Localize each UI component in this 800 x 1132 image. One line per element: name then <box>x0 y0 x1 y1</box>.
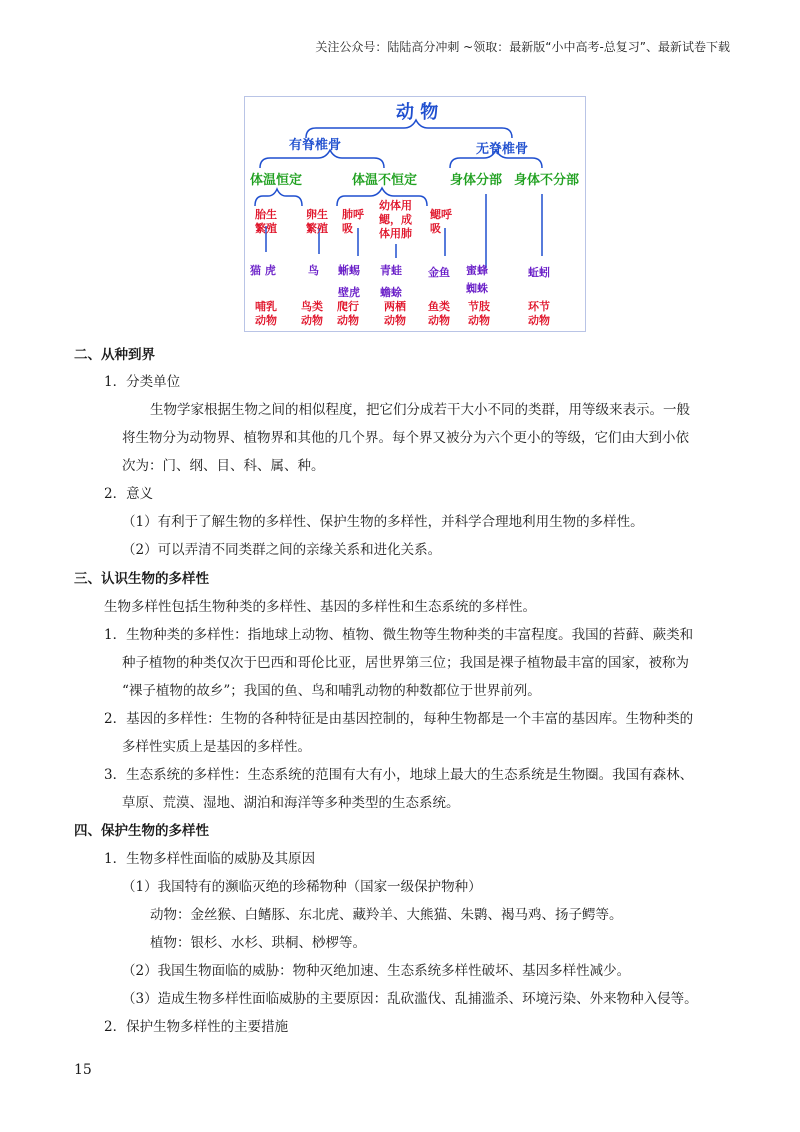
paragraph-line: （2）我国生物面临的威胁：物种灭绝加速、生态系统多样性破坏、基因多样性减少。 <box>122 963 631 979</box>
paragraph-line: （1）有利于了解生物的多样性、保护生物的多样性，并科学合理地利用生物的多样性。 <box>122 514 644 530</box>
svg-text:动物: 动物 <box>384 314 406 327</box>
svg-text:卵生: 卵生 <box>306 208 328 221</box>
svg-text:壁虎: 壁虎 <box>338 286 360 299</box>
svg-text:鳃呼: 鳃呼 <box>430 208 452 221</box>
paragraph-line: 植物：银杉、水杉、珙桐、桫椤等。 <box>150 935 366 951</box>
svg-text:鳃，成: 鳃，成 <box>379 213 412 226</box>
vertebrate-label: 有脊椎骨 <box>289 138 342 153</box>
paragraph-line: 次为：门、纲、目、科、属、种。 <box>122 458 325 474</box>
svg-text:吸: 吸 <box>430 222 441 235</box>
page-number: 15 <box>74 1062 92 1078</box>
svg-text:体用肺: 体用肺 <box>379 227 412 240</box>
paragraph-line: （1）我国特有的濒临灭绝的珍稀物种（国家一级保护物种） <box>122 879 482 895</box>
section-heading: 三、认识生物的多样性 <box>74 571 209 587</box>
subheading: 2．保护生物多样性的主要措施 <box>104 1019 289 1035</box>
section-heading: 四、保护生物的多样性 <box>74 823 209 839</box>
paragraph-line: 多样性实质上是基因的多样性。 <box>122 739 311 755</box>
paragraph-line: 将生物分为动物界、植物界和其他的几个界。每个界又被分为六个更小的等级，它们由大到小依 <box>122 430 689 446</box>
svg-text:动物: 动物 <box>301 314 323 327</box>
svg-text:蜥蜴: 蜥蜴 <box>338 264 360 277</box>
svg-text:鸟: 鸟 <box>308 264 319 277</box>
svg-text:蜘蛛: 蜘蛛 <box>466 282 488 295</box>
svg-text:动物: 动物 <box>255 314 277 327</box>
svg-text:鱼类: 鱼类 <box>428 300 450 313</box>
subheading: 1．分类单位 <box>104 374 181 390</box>
svg-text:动物: 动物 <box>428 314 450 327</box>
svg-text:幼体用: 幼体用 <box>379 199 412 212</box>
svg-text:蟾蜍: 蟾蜍 <box>380 286 402 299</box>
svg-text:猫 虎: 猫 虎 <box>250 264 276 277</box>
page-header: 关注公众号：陆陆高分冲刺 ~领取：最新版“小中高考-总复习”、最新试卷下载 <box>315 40 730 54</box>
paragraph-line: （2）可以弄清不同类群之间的亲缘关系和进化关系。 <box>122 542 442 558</box>
paragraph-line: 2．基因的多样性：生物的各种特征是由基因控制的，每种生物都是一个丰富的基因库。生物种类的 <box>104 711 694 727</box>
svg-text:吸: 吸 <box>342 222 353 235</box>
paragraph-line: 生物多样性包括生物种类的多样性、基因的多样性和生态系统的多样性。 <box>104 599 536 615</box>
paragraph-line: 种子植物的种类仅次于巴西和哥伦比亚，居世界第三位；我国是裸子植物最丰富的国家，被称为 <box>122 655 689 671</box>
invertebrate-label: 无脊椎骨 <box>476 142 529 157</box>
diagram-title: 动 物 <box>396 102 439 123</box>
svg-text:青蛙: 青蛙 <box>380 264 402 277</box>
svg-text:金鱼: 金鱼 <box>428 266 450 279</box>
subheading: 2．意义 <box>104 486 154 502</box>
paragraph-line: 3．生态系统的多样性：生态系统的范围有大有小，地球上最大的生态系统是生物圈。我国有森林、 <box>104 767 694 783</box>
svg-text:节肢: 节肢 <box>468 300 490 313</box>
cold-blooded-label: 体温不恒定 <box>352 173 418 188</box>
paragraph-line: “裸子植物的故乡”；我国的鱼、鸟和哺乳动物的种数都位于世界前列。 <box>122 683 541 699</box>
svg-text:胎生: 胎生 <box>255 208 277 221</box>
svg-text:动物: 动物 <box>337 314 359 327</box>
svg-text:繁殖: 繁殖 <box>306 222 328 235</box>
svg-text:鸟类: 鸟类 <box>301 300 323 313</box>
svg-text:繁殖: 繁殖 <box>255 222 277 235</box>
paragraph-line: 生物学家根据生物之间的相似程度，把它们分成若干大小不同的类群，用等级来表示。一般 <box>150 402 690 418</box>
svg-text:两栖: 两栖 <box>384 300 406 313</box>
paragraph-line: 草原、荒漠、湿地、湖泊和海洋等多种类型的生态系统。 <box>122 795 460 811</box>
paragraph-line: （3）造成生物多样性面临威胁的主要原因：乱砍滥伐、乱捕滥杀、环境污染、外来物种入侵等。 <box>122 991 698 1007</box>
section-heading: 二、从种到界 <box>74 347 155 363</box>
svg-text:爬行: 爬行 <box>337 300 359 313</box>
paragraph-line: 1．生物种类的多样性：指地球上动物、植物、微生物等生物种类的丰富程度。我国的苔藓、蕨类和 <box>104 627 694 643</box>
svg-text:蚯蚓: 蚯蚓 <box>528 266 550 279</box>
svg-text:哺乳: 哺乳 <box>255 300 277 313</box>
paragraph-line: 动物：金丝猴、白鳍豚、东北虎、藏羚羊、大熊猫、朱鹮、褐马鸡、扬子鳄等。 <box>150 907 623 923</box>
svg-text:动物: 动物 <box>468 314 490 327</box>
svg-text:蜜蜂: 蜜蜂 <box>466 264 488 277</box>
svg-text:肺呼: 肺呼 <box>342 208 364 221</box>
svg-text:动物: 动物 <box>528 314 550 327</box>
warm-blooded-label: 体温恒定 <box>250 173 303 188</box>
subheading: 1．生物多样性面临的威胁及其原因 <box>104 851 316 867</box>
svg-text:环节: 环节 <box>528 300 550 313</box>
unsegmented-label: 身体不分部 <box>514 173 580 188</box>
segmented-label: 身体分部 <box>450 173 503 188</box>
